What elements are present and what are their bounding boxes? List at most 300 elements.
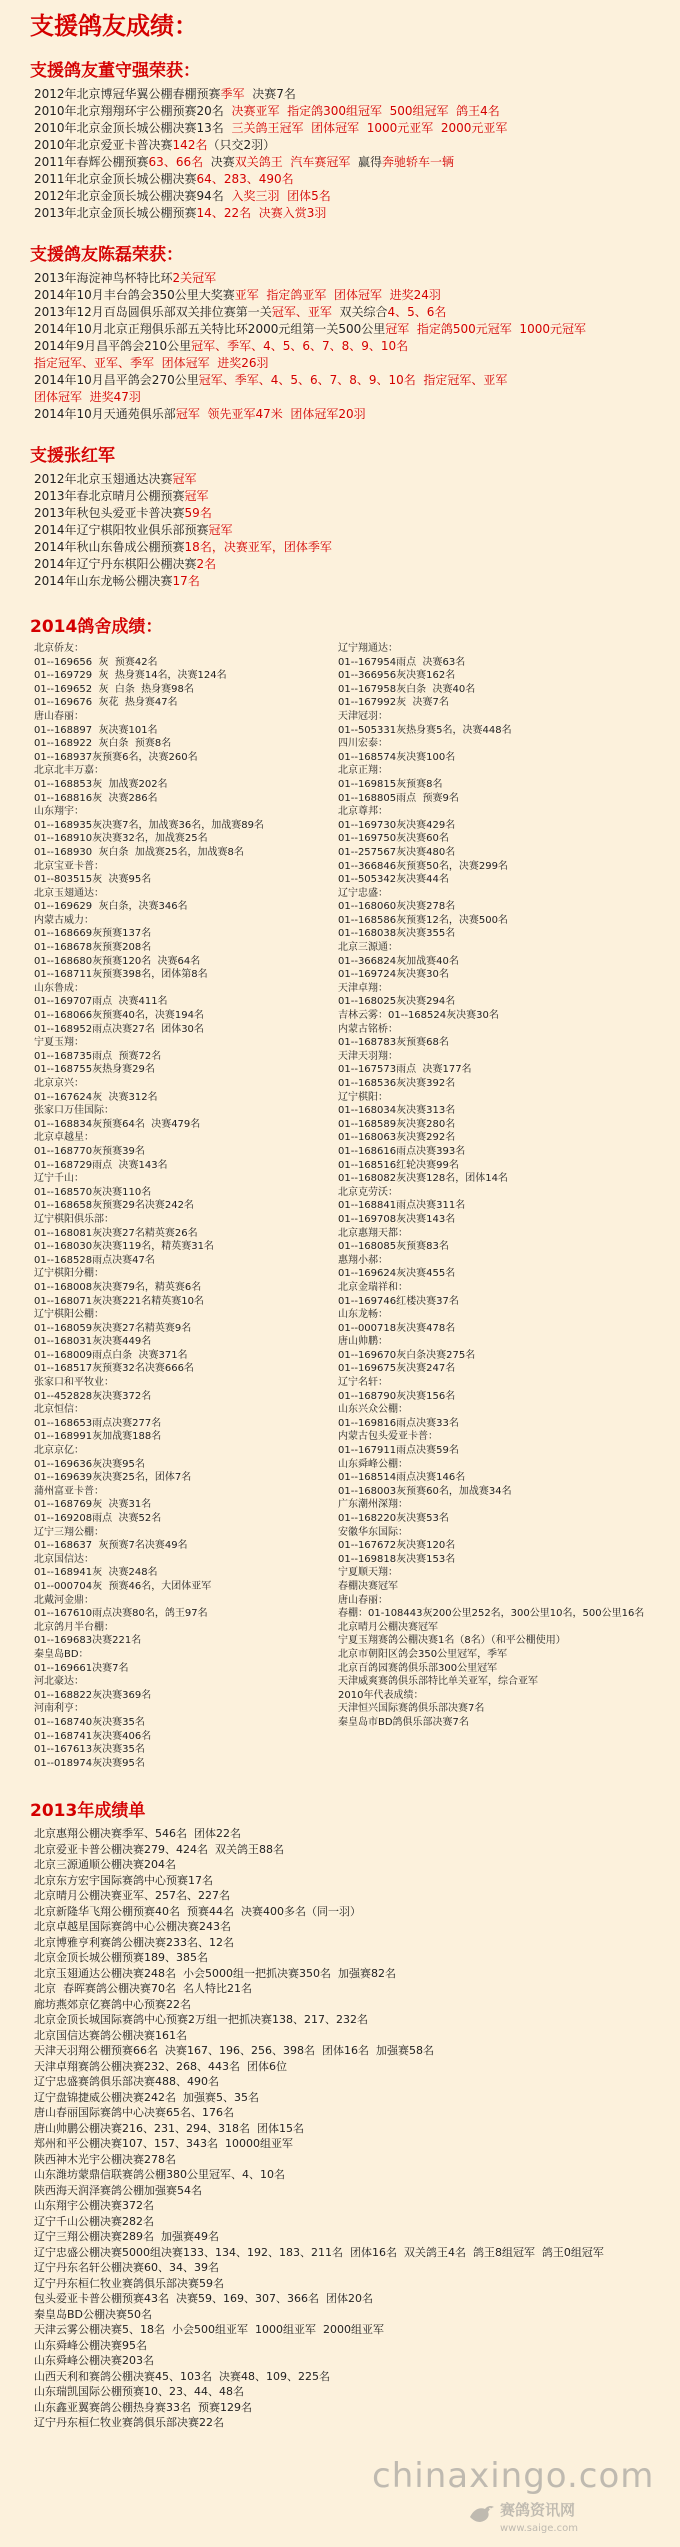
kennel-result-line: 01--803515灰 决赛95名 — [34, 874, 152, 886]
kennel-result-line: 01--167624灰 决赛312名 — [34, 1091, 158, 1103]
loft-name: 北京恒信： — [34, 1404, 84, 1416]
result-2013-line: 山东瑞凯国际公棚预赛10、23、44、48名 — [34, 2385, 244, 2399]
result-2013-line: 北京新隆华飞翔公棚预赛40名 预赛44名 决赛400多名（同一羽） — [34, 1904, 361, 1918]
kennel-result-line: 01--168935灰决赛7名，加战赛36名，加战赛89名 — [34, 819, 264, 831]
kennel-result-line: 01--168514雨点决赛146名 — [338, 1472, 466, 1484]
result-text: 2014年山东龙畅公棚决赛 — [34, 574, 173, 588]
result-2013-line: 陕西海天润泽赛鸽公棚加强赛54名 — [34, 2183, 202, 2197]
loft-name: 安徽华东国际： — [338, 1526, 408, 1538]
result-text: 2012年北京博冠华翼公棚春棚预赛 — [34, 87, 221, 101]
kennel-result-line: 01--168586灰预赛12名，决赛500名 — [338, 914, 508, 926]
highlight-text: 2名 — [196, 557, 217, 571]
highlight-text: 18名，决赛亚军，团体季军 — [184, 540, 332, 554]
loft-name: 山东兴众公棚： — [338, 1404, 408, 1416]
kennel-result-line: 01--168025灰决赛294名 — [338, 996, 456, 1008]
highlight-text: 冠军、季军、4、5、6、7、8、9、10名 指定冠军、亚军 — [198, 373, 508, 387]
loft-name: 北京金瑞祥和： — [338, 1281, 408, 1293]
result-text: 2013年12月百岛圆俱乐部双关排位赛第一关 — [34, 305, 272, 319]
loft-name: 2010年代表成绩： — [338, 1689, 424, 1701]
watermark-url: www.saige.com — [500, 2523, 578, 2534]
kennel-result-line: 01--366956灰决赛162名 — [338, 670, 456, 682]
loft-name: 北京北丰万嘉： — [34, 765, 104, 777]
result-line — [30, 522, 656, 539]
kennel-result-line: 春棚决赛冠军 — [338, 1580, 398, 1592]
kennel-result-line: 01--505342灰决赛44名 — [338, 874, 449, 886]
kennel-result-line: 01--168770灰预赛39名 — [34, 1145, 145, 1157]
kennel-result-line: 01--168038灰决赛355名 — [338, 928, 456, 940]
loft-name: 辽宁棋阳俱乐部： — [34, 1213, 114, 1225]
loft-name: 蒲州富亚卡普： — [34, 1485, 104, 1497]
result-text: 2011年北京金顶长城公棚决赛 — [34, 172, 197, 186]
page-title: 支援鸽友成绩： — [30, 12, 198, 40]
kennel-result-line: 秦皇岛市BD鸽俱乐部决赛7名 — [338, 1716, 469, 1728]
result-2013-line: 辽宁丹东名轩公棚决赛60、34、39名 — [34, 2261, 219, 2275]
result-2013-line: 天津云雾公棚决赛5、18名 小会500组亚军 1000组亚军 2000组亚军 — [34, 2323, 384, 2337]
loft-name: 天津卓翔： — [338, 982, 388, 994]
kennel-result-line: 01--168574灰决赛100名 — [338, 751, 456, 763]
result-2013-line: 北京卓越星国际赛鸽中心公棚决赛243名 — [34, 1920, 231, 1934]
loft-name: 辽宁名轩： — [338, 1377, 388, 1389]
result-text: 2014年10月北京正翔俱乐部五关特比环2000元组第一关500公里 — [34, 322, 386, 336]
kennel-result-line: 01--168805雨点 预赛9名 — [338, 792, 459, 804]
supported-fanciers-sections — [30, 58, 656, 590]
result-2013-line: 北京博雅亨利赛鸽公棚决赛233名、12名 — [34, 1935, 234, 1949]
kennel-result-line: 01--169708灰决赛143名 — [338, 1213, 456, 1225]
highlight-text: 奔驰轿车一辆 — [382, 155, 455, 169]
loft-name: 惠翔小郝： — [338, 1254, 388, 1266]
result-2013-line: 辽宁忠盛赛鸽俱乐部决赛488、490名 — [34, 2075, 219, 2089]
loft-name: 秦皇岛BD： — [34, 1648, 89, 1660]
kennel-result-line: 01--168941灰 决赛248名 — [34, 1567, 158, 1579]
kennel-result-line: 01--366824灰加战赛40名 — [338, 955, 459, 967]
kennel-result-line: 01--168669灰预赛137名 — [34, 928, 152, 940]
kennel-result-line: 01--169652 灰 白条 热身赛98名 — [34, 683, 194, 695]
kennel-result-line: 01--168071灰决赛221名精英赛10名 — [34, 1295, 204, 1307]
kennel-result-line: 01--167911雨点决赛59名 — [338, 1445, 459, 1457]
kennel-result-line: 01--168834灰预赛64名 决赛479名 — [34, 1118, 201, 1130]
loft-name: 辽宁千山： — [34, 1173, 84, 1185]
result-2013-line: 北京国信达赛鸽公棚决赛161名 — [34, 2028, 187, 2042]
kennel-result-line: 01--168769灰 决赛31名 — [34, 1499, 152, 1511]
result-text: 2013年春北京晴月公棚预赛 — [34, 489, 185, 503]
highlight-text: 亚军 指定鸽亚军 团体冠军 进奖24羽 — [234, 288, 441, 302]
loft-name: 辽宁翔通达： — [338, 643, 398, 654]
section-heading: 支援鸽友董守强荣获： — [30, 61, 200, 81]
loft-name: 唐山帅鹏： — [338, 1336, 388, 1348]
kennel-result-line: 北京晴月公棚决赛冠军 — [338, 1621, 438, 1633]
kennel-result-line: 01--169676 灰花 热身赛47名 — [34, 697, 178, 709]
kennel-result-line: 01--000704灰 预赛46名，大团体亚军 — [34, 1580, 212, 1592]
result-line — [30, 355, 656, 372]
loft-name: 山东舜峰公棚： — [338, 1458, 408, 1470]
result-line — [30, 556, 656, 573]
highlight-text: 2关冠军 — [172, 271, 217, 285]
result-text: 2013年海淀神鸟杯特比环 — [34, 271, 173, 285]
result-2013-line: 北京东方宏宇国际赛鸽中心预赛17名 — [34, 1873, 213, 1887]
kennel-result-line: 01--168937灰预赛6名，决赛260名 — [34, 751, 198, 763]
loft-name: 张家口万佳国际： — [34, 1105, 114, 1117]
highlight-text: 冠军 领先亚军47米 团体冠军20羽 — [175, 407, 366, 421]
kennel-result-line: 01--168031灰决赛449名 — [34, 1336, 152, 1348]
kennel-result-line: 01--168653雨点决赛277名 — [34, 1417, 162, 1429]
kennel-result-line: 01--168841雨点决赛311名 — [338, 1200, 466, 1212]
kennel-result-line: 春棚：01-108443灰200公里252名，300公里10名，500公里16名 — [338, 1608, 645, 1620]
loft-name: 宁夏玉翔： — [34, 1037, 84, 1049]
kennel-2014-section — [30, 614, 656, 1770]
kennel-result-line: 01--169815灰预赛8名 — [338, 778, 443, 790]
result-text: 2010年北京金顶长城公棚决赛13名 — [34, 121, 232, 135]
kennel-result-line: 01--167958灰白条 决赛40名 — [338, 683, 476, 695]
kennel-result-line: 01--168755灰热身赛29名 — [34, 1064, 155, 1076]
result-text: 决赛 — [203, 155, 235, 169]
achievement-section — [30, 242, 656, 423]
result-2013-line: 辽宁千山公棚决赛282名 — [34, 2214, 154, 2228]
kennel-result-line: 天津威爽赛鸽俱乐部特比单关亚军，综合亚军 — [338, 1676, 538, 1688]
highlight-text: 冠军 — [208, 523, 233, 537]
result-line — [30, 304, 656, 321]
result-text: 2014年9月昌平鸽会210公里 — [34, 339, 192, 353]
kennel-result-line: 01--000718灰决赛478名 — [338, 1322, 456, 1334]
result-2013-line: 山东翔宇公棚决赛372名 — [34, 2199, 154, 2213]
result-2013-line: 郑州和平公棚决赛107、157、343名 10000组亚军 — [34, 2137, 293, 2151]
result-2013-line: 北京惠翔公棚决赛季军、546名 团体22名 — [34, 1827, 241, 1841]
loft-name: 山东龙畅： — [338, 1309, 388, 1321]
result-2013-line: 辽宁盘锦捷威公棚决赛242名 加强赛5、35名 — [34, 2090, 259, 2104]
section-heading: 支援张红军 — [30, 446, 115, 466]
loft-name: 辽宁棋阳分棚： — [34, 1268, 104, 1280]
kennel-result-line: 01--168030灰决赛119名，精英赛31名 — [34, 1241, 214, 1253]
loft-name: 广东潮州深翔： — [338, 1499, 408, 1511]
kennel-result-line: 01--169724灰决赛30名 — [338, 969, 449, 981]
highlight-text: 冠军、季军、4、5、6、7、8、9、10名 — [191, 339, 409, 353]
achievement-section — [30, 443, 656, 590]
kennel-result-line: 01--452828灰决赛372名 — [34, 1390, 152, 1402]
result-text: 2013年秋包头爱亚卡普决赛 — [34, 506, 185, 520]
highlight-text: 冠军 — [184, 489, 209, 503]
result-text: 2014年辽宁丹东棋阳公棚决赛 — [34, 557, 197, 571]
result-line — [30, 270, 656, 287]
loft-name: 辽宁忠盛： — [338, 887, 388, 899]
kennel-result-line: 01--169729 灰 热身赛14名，决赛124名 — [34, 670, 227, 682]
kennel-result-line: 01--168589灰决赛280名 — [338, 1118, 456, 1130]
result-2013-line: 辽宁忠盛公棚决赛5000组决赛133、134、192、183、211名 团体16名 双关鸽王4名 鸽王8组冠军 鸽王0组冠军 — [34, 2245, 604, 2259]
kennel-result-line: 01--168034灰决赛313名 — [338, 1105, 456, 1117]
highlight-text: 三关鸽王冠军 团体冠军 1000元亚军 2000元亚军 — [231, 121, 508, 135]
watermark-brand: 赛鸽资讯网 — [500, 2501, 576, 2519]
highlight-text: 入奖三羽 团体5名 — [231, 189, 331, 203]
highlight-text: 14、22名 决赛入赏3羽 — [196, 206, 327, 220]
loft-name: 山东鲁成： — [34, 982, 84, 994]
result-2013-line: 包头爱亚卡普公棚预赛43名 决赛59、169、307、366名 团体20名 — [34, 2292, 373, 2306]
kennel-result-line: 01--168678灰预赛208名 — [34, 942, 152, 954]
highlight-text: 17名 — [172, 574, 200, 588]
loft-name: 天津冠羽： — [338, 710, 388, 722]
highlight-text: 指定冠军、亚军、季军 团体冠军 进奖26羽 — [34, 356, 269, 370]
kennel-result-line: 01--169656 灰 预赛42名 — [34, 656, 158, 668]
kennel-result-line: 01--168082灰决赛128名，团体14名 — [338, 1173, 508, 1185]
achievement-section — [30, 58, 656, 222]
loft-name: 北京京亿： — [34, 1445, 84, 1457]
kennel-result-line: 01--366846灰预赛50名，决赛299名 — [338, 860, 508, 872]
kennel-result-line: 北京百鸽园赛鸽俱乐部300公里冠军 — [338, 1662, 498, 1674]
result-line — [30, 573, 656, 590]
loft-name: 北京京兴： — [34, 1078, 84, 1089]
kennel-result-line: 01--168081灰决赛27名精英赛26名 — [34, 1227, 198, 1239]
loft-name: 辽宁棋阳： — [338, 1091, 388, 1103]
result-2013-line: 陕西神木光宇公棚决赛278名 — [34, 2152, 176, 2166]
highlight-text: 季军 — [220, 87, 245, 101]
loft-name: 北戴河金鼎： — [34, 1594, 94, 1606]
loft-name: 辽宁三翔公棚： — [34, 1526, 104, 1538]
kennel-result-line: 01--169675灰决赛247名 — [338, 1363, 456, 1375]
kennel-result-line: 吉林云雾：01--168524灰决赛30名 — [338, 1010, 499, 1022]
kennel-result-line: 01--169746红楼决赛37名 — [338, 1295, 459, 1307]
kennel-result-line: 01--168008灰决赛79名，精英赛6名 — [34, 1281, 202, 1293]
kennel-2014-left-column — [30, 642, 338, 1770]
highlight-text: 4、5、6名 — [387, 305, 447, 319]
highlight-text: 双关鸽王 汽车赛冠军 — [234, 155, 351, 169]
result-text: 2012年北京玉翅通达决赛 — [34, 472, 173, 486]
kennel-result-line: 01--168952雨点决赛27名 团体30名 — [34, 1023, 204, 1035]
kennel-result-line: 01--168658灰预赛29名决赛242名 — [34, 1200, 194, 1212]
loft-name: 河北豪达： — [34, 1676, 84, 1688]
kennel-result-line: 01--018974灰决赛95名 — [34, 1757, 145, 1769]
highlight-text: 64、283、490名 — [196, 172, 294, 186]
kennel-2014-right-column — [338, 642, 656, 1770]
result-line — [30, 103, 656, 120]
result-2013-line: 北京玉翅通达公棚决赛248名 小会5000组一把抓决赛350名 加强赛82名 — [34, 1966, 396, 1980]
kennel-result-line: 01--168711灰预赛398名，团体第8名 — [34, 969, 208, 981]
kennel-result-line: 01--168516红轮决赛99名 — [338, 1159, 459, 1171]
highlight-text: 冠军 指定鸽500元冠军 1000元冠军 — [385, 322, 586, 336]
result-2013-line: 山东潍坊蒙鼎信联赛鸽公棚380公里冠军、4、10名 — [34, 2168, 285, 2182]
result-text: 决赛7名 — [244, 87, 296, 101]
result-2013-line: 北京 春晖赛鸽公棚决赛70名 名人特比21名 — [34, 1982, 252, 1996]
loft-name: 张家口和平牧业： — [34, 1377, 114, 1389]
result-2013-line: 唐山帅鹏公棚决赛216、231、294、318名 团体15名 — [34, 2121, 304, 2135]
kennel-result-line: 01--168528雨点决赛47名 — [34, 1254, 155, 1266]
kennel-result-line: 01--168897 灰决赛101名 — [34, 724, 158, 736]
result-line — [30, 539, 656, 556]
result-text: 2014年秋山东鲁成公棚预赛 — [34, 540, 185, 554]
loft-name: 唐山春丽： — [338, 1594, 388, 1606]
kennel-result-line: 01--505331灰热身赛5名，决赛448名 — [338, 724, 512, 736]
kennel-result-line: 01--167610雨点决赛80名，鸽王97名 — [34, 1608, 208, 1620]
kennel-result-line: 01--167992灰 决赛7名 — [338, 697, 449, 709]
kennel-result-line: 01--168059灰决赛27名精英赛9名 — [34, 1322, 192, 1334]
result-text: 赢得 — [350, 155, 383, 169]
kennel-result-line: 01--168637 灰预赛7名决赛49名 — [34, 1540, 188, 1552]
kennel-result-line: 01--168991灰加战赛188名 — [34, 1431, 162, 1443]
kennel-result-line: 01--169661决赛7名 — [34, 1662, 129, 1674]
result-line — [30, 137, 656, 154]
result-2013-line: 辽宁丹东桓仁牧业赛鸽俱乐部决赛59名 — [34, 2276, 224, 2290]
loft-name: 辽宁棋阳公棚： — [34, 1309, 104, 1321]
loft-name: 山东翔宇： — [34, 806, 84, 818]
result-text: 2014年10月天通苑俱乐部 — [34, 407, 176, 421]
result-line — [30, 488, 656, 505]
result-line — [30, 154, 656, 171]
result-2013-line: 北京晴月公棚决赛亚军、257名、227名 — [34, 1889, 230, 1903]
kennel-result-line: 01--169670灰白条决赛275名 — [338, 1349, 476, 1361]
kennel-result-line: 01--168680灰预赛120名 决赛64名 — [34, 955, 201, 967]
result-text: 2013年北京金顶长城公棚预赛 — [34, 206, 197, 220]
kennel-result-line: 01--168009雨点白条 决赛371名 — [34, 1349, 188, 1361]
result-line — [30, 338, 656, 355]
kennel-result-line: 01--168536灰决赛392名 — [338, 1078, 456, 1089]
result-text: 2012年北京金顶长城公棚决赛94名 — [34, 189, 232, 203]
kennel-result-line: 01--168003灰预赛60名，加战赛34名 — [338, 1485, 512, 1497]
highlight-text: 142名 — [172, 138, 208, 152]
kennel-result-line: 01--169629 灰白条，决赛346名 — [34, 901, 188, 913]
kennel-result-line: 01--167954雨点 决赛63名 — [338, 656, 466, 668]
kennel-result-line: 天津恒兴国际赛鸽俱乐部决赛7名 — [338, 1703, 485, 1715]
loft-name: 河南利亨： — [34, 1703, 84, 1715]
result-line — [30, 321, 656, 338]
loft-name: 内蒙古包头爱亚卡普： — [338, 1431, 438, 1443]
result-text: 双关综合 — [331, 305, 388, 319]
result-line — [30, 406, 656, 423]
kennel-result-line: 01--169636灰决赛95名 — [34, 1458, 145, 1470]
kennel-result-line: 01--168735雨点 预赛72名 — [34, 1050, 162, 1062]
kennel-result-line: 宁夏玉翔赛鸽公棚决赛1名（8名）（和平公棚使用） — [338, 1635, 566, 1647]
kennel-result-line: 01--168853灰 加战赛202名 — [34, 778, 168, 790]
loft-name: 天津天羽翔： — [338, 1050, 398, 1062]
result-text: 2010年北京翔翔环宇公棚预赛20名 — [34, 104, 232, 118]
loft-name: 北京惠翔天都： — [338, 1227, 408, 1239]
kennel-result-line: 01--168910灰决赛32名，加战赛25名 — [34, 833, 208, 845]
result-text: 2014年10月昌平鸽会270公里 — [34, 373, 199, 387]
result-2013-line: 天津天羽翔公棚预赛66名 决赛167、196、256、398名 团体16名 加强赛58名 — [34, 2044, 434, 2058]
loft-name: 北京侨友： — [34, 643, 84, 654]
loft-name: 内蒙古威力： — [34, 914, 94, 926]
result-line — [30, 287, 656, 304]
kennel-result-line: 01--168740灰决赛35名 — [34, 1716, 145, 1728]
result-2013-line: 天津卓翔赛鸽公棚决赛232、268、443名 团体6位 — [34, 2059, 287, 2073]
result-line — [30, 505, 656, 522]
kennel-result-line: 01--168816灰 决赛286名 — [34, 792, 158, 804]
result-2013-line: 辽宁三翔公棚决赛289名 加强赛49名 — [34, 2230, 219, 2244]
kennel-result-line: 01--169208雨点 决赛52名 — [34, 1513, 162, 1524]
result-2013-line: 山西天利和赛鸽公棚决赛45、103名 决赛48、109、225名 — [34, 2369, 330, 2383]
kennel-result-line: 01--169816雨点决赛33名 — [338, 1417, 459, 1429]
result-text: 2011年春辉公棚预赛 — [34, 155, 149, 169]
result-2013-line: 山东舜峰公棚决赛95名 — [34, 2338, 147, 2352]
watermark-site: chinaxingo.com — [372, 2456, 655, 2496]
highlight-text: 59名 — [184, 506, 212, 520]
kennel-result-line: 01--168517灰预赛32名决赛666名 — [34, 1363, 194, 1375]
result-line — [30, 471, 656, 488]
kennel-2014-columns — [30, 642, 656, 1770]
results-2013-section — [30, 1798, 656, 2431]
result-line — [30, 372, 656, 389]
loft-name: 北京国信达： — [34, 1553, 94, 1565]
loft-name: 北京宝亚卡普： — [34, 860, 104, 872]
result-2013-line: 唐山春丽国际赛鸽中心决赛65名、176名 — [34, 2106, 234, 2120]
pigeon-icon — [468, 2501, 496, 2527]
result-line — [30, 389, 656, 406]
kennel-result-line: 01--167613灰决赛35名 — [34, 1744, 145, 1756]
result-2013-line: 北京三源通顺公棚决赛204名 — [34, 1858, 176, 1872]
kennel-result-line: 01--168085灰预赛83名 — [338, 1241, 449, 1253]
kennel-result-line: 01--168822灰决赛369名 — [34, 1689, 152, 1701]
result-2013-line: 北京爱亚卡普公棚决赛279、424名 双关鸽王88名 — [34, 1842, 284, 1856]
kennel-result-line: 01--168922 灰白条 预赛8名 — [34, 738, 172, 750]
loft-name: 北京卓越星： — [34, 1132, 94, 1144]
result-line — [30, 120, 656, 137]
loft-name: 北京三源通： — [338, 942, 398, 954]
kennel-result-line: 01--168060灰决赛278名 — [338, 901, 456, 913]
highlight-text: 63、66名 — [148, 155, 204, 169]
result-line — [30, 205, 656, 222]
kennel-result-line: 01--169818灰决赛153名 — [338, 1553, 456, 1565]
kennel-result-line: 01--167573雨点 决赛177名 — [338, 1064, 472, 1076]
result-2013-line: 辽宁丹东桓仁牧业赛鸽俱乐部决赛22名 — [34, 2416, 224, 2430]
loft-name: 北京尊邦： — [338, 806, 388, 818]
highlight-text: 冠军 — [172, 472, 197, 486]
result-text: 2014年辽宁棋阳牧业俱乐部预赛 — [34, 523, 209, 537]
kennel-result-line: 01--168729雨点 决赛143名 — [34, 1159, 168, 1171]
kennel-result-line: 01--168741灰决赛406名 — [34, 1730, 152, 1742]
kennel-result-line: 01--257567灰决赛480名 — [338, 846, 456, 858]
kennel-result-line: 01--169624灰决赛455名 — [338, 1268, 456, 1280]
result-2013-line: 山东鑫亚翼赛鸽公棚热身赛33名 预赛129名 — [34, 2400, 252, 2414]
result-line — [30, 171, 656, 188]
kennel-result-line: 01--169707雨点 决赛411名 — [34, 996, 168, 1008]
results-2013-list — [30, 1826, 656, 2431]
loft-name: 北京鸽月半台棚： — [34, 1621, 114, 1633]
kennel-result-line: 01--167672灰决赛120名 — [338, 1540, 456, 1552]
result-text: （只交2羽） — [207, 138, 276, 152]
kennel-result-line: 01--168616雨点决赛393名 — [338, 1145, 466, 1157]
kennel-result-line: 01--168783灰预赛68名 — [338, 1037, 449, 1049]
loft-name: 唐山春丽： — [34, 710, 84, 722]
result-line — [30, 188, 656, 205]
kennel-2014-heading: 2014鸽舍成绩： — [30, 617, 163, 637]
loft-name: 北京正翔： — [338, 765, 388, 777]
section-heading: 支援鸽友陈磊荣获： — [30, 245, 183, 265]
kennel-result-line: 01--169683决赛221名 — [34, 1635, 142, 1647]
kennel-result-line: 01--169730灰决赛429名 — [338, 819, 456, 831]
loft-name: 四川宏泰： — [338, 738, 388, 750]
result-2013-line: 北京金顶长城公棚预赛189、385名 — [34, 1951, 208, 1965]
result-line — [30, 86, 656, 103]
highlight-text: 决赛亚军 指定鸽300组冠军 500组冠军 鸽王4名 — [231, 104, 500, 118]
highlight-text: 冠军、亚军 — [271, 305, 332, 319]
result-2013-line: 秦皇岛BD公棚决赛50名 — [34, 2307, 153, 2321]
kennel-result-line: 01--168220灰决赛53名 — [338, 1513, 449, 1524]
result-2013-line: 廊坊燕郊京亿赛鸽中心预赛22名 — [34, 1997, 191, 2011]
kennel-result-line: 01--168790灰决赛156名 — [338, 1390, 456, 1402]
result-2013-line: 山东舜峰公棚决赛203名 — [34, 2354, 154, 2368]
kennel-result-line: 01--169639灰决赛25名，团体7名 — [34, 1472, 192, 1484]
kennel-result-line: 01--168570灰决赛110名 — [34, 1186, 152, 1198]
loft-name: 内蒙古铭桥： — [338, 1023, 398, 1035]
result-text: 2014年10月丰台鸽会350公里大奖赛 — [34, 288, 235, 302]
highlight-text: 团体冠军 进奖47羽 — [34, 390, 141, 404]
results-2013-heading: 2013年成绩单 — [30, 1801, 146, 1822]
kennel-result-line: 01--168066灰预赛40名，决赛194名 — [34, 1010, 204, 1022]
kennel-result-line: 01--168930 灰白条 加战赛25名，加战赛8名 — [34, 846, 244, 858]
loft-name: 北京克劳沃： — [338, 1186, 398, 1198]
kennel-result-line: 北京市朝阳区鸽会350公里冠军，季军 — [338, 1648, 508, 1660]
kennel-result-line: 01--168063灰决赛292名 — [338, 1132, 456, 1144]
kennel-result-line: 01--169750灰决赛60名 — [338, 833, 449, 845]
loft-name: 宁夏顺天翔： — [338, 1567, 398, 1579]
result-text: 2010年北京爱亚卡普决赛 — [34, 138, 173, 152]
result-2013-line: 北京金顶长城国际赛鸽中心预赛2万组一把抓决赛138、217、232名 — [34, 2013, 368, 2027]
loft-name: 北京玉翅通达： — [34, 887, 104, 899]
